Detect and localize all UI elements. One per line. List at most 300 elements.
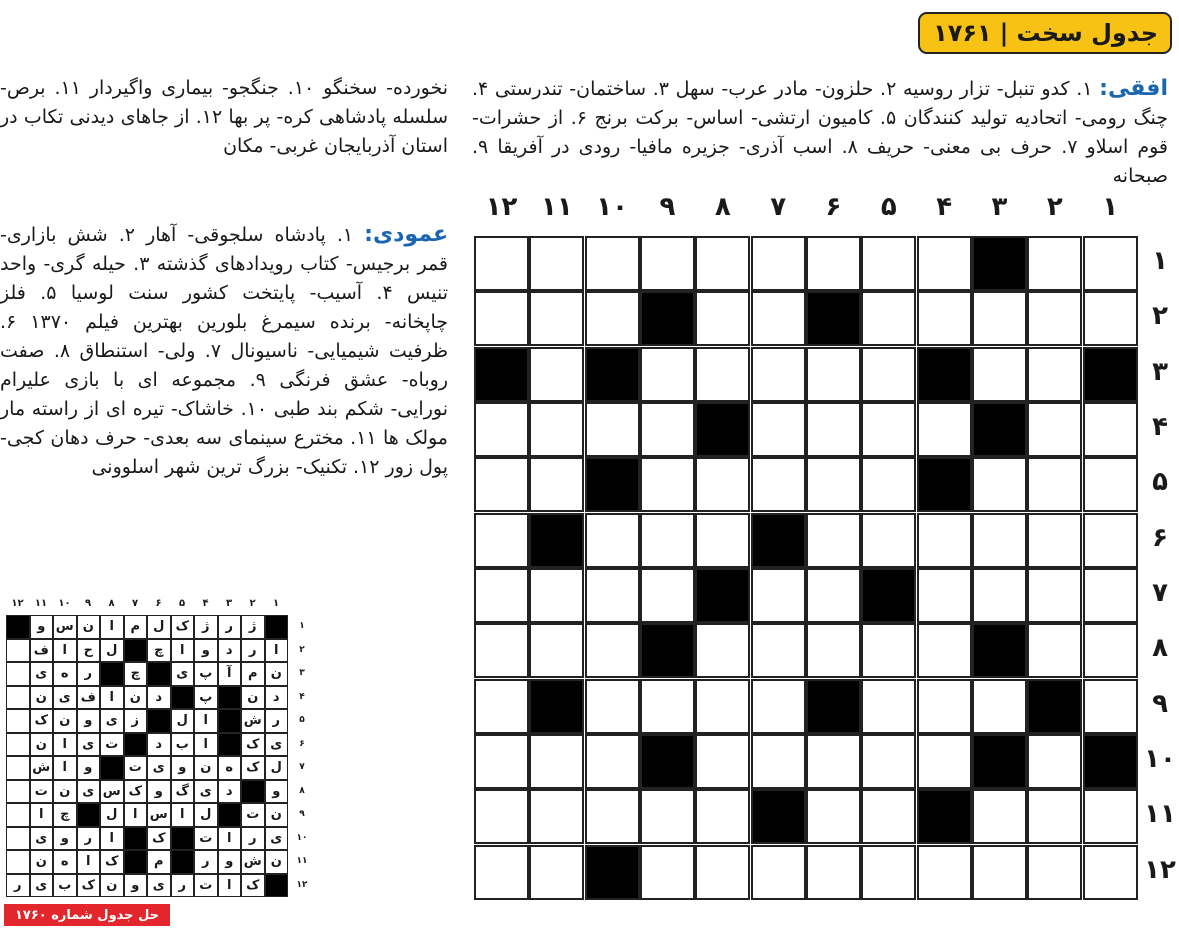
solution-letter: م bbox=[241, 662, 265, 686]
row-number: ۵ bbox=[1152, 467, 1168, 498]
solution-letter: ا bbox=[53, 639, 77, 663]
solution-letter: آ bbox=[218, 662, 242, 686]
answer-cell[interactable] bbox=[1083, 568, 1138, 623]
solution-black-cell bbox=[147, 662, 171, 686]
answer-cell[interactable] bbox=[529, 402, 584, 457]
answer-cell[interactable] bbox=[806, 568, 861, 623]
black-cell bbox=[751, 513, 806, 568]
answer-cell[interactable] bbox=[861, 513, 916, 568]
solution-column-number: ۴ bbox=[202, 598, 209, 609]
solution-column-number: ۲ bbox=[249, 598, 256, 609]
black-cell bbox=[640, 291, 695, 346]
answer-cell[interactable] bbox=[751, 623, 806, 678]
solution-letter: ن bbox=[265, 803, 289, 827]
solution-row-number: ۱۲ bbox=[296, 879, 308, 890]
solution-letter: ت bbox=[241, 803, 265, 827]
answer-cell[interactable] bbox=[972, 457, 1027, 512]
solution-letter: ر bbox=[218, 615, 242, 639]
answer-cell[interactable] bbox=[861, 236, 916, 291]
black-cell bbox=[917, 789, 972, 844]
answer-cell[interactable] bbox=[1083, 291, 1138, 346]
solution-letter: ل bbox=[100, 803, 124, 827]
solution-black-cell bbox=[171, 686, 195, 710]
answer-cell[interactable] bbox=[751, 236, 806, 291]
solution-row-number: ۱۰ bbox=[296, 832, 308, 843]
column-number: ۱۲ bbox=[485, 192, 518, 222]
answer-cell[interactable] bbox=[1027, 623, 1082, 678]
answer-cell[interactable] bbox=[529, 347, 584, 402]
solution-black-cell bbox=[100, 756, 124, 780]
answer-cell[interactable] bbox=[751, 568, 806, 623]
solution-row-number: ۱۱ bbox=[296, 856, 308, 866]
column-number: ۳ bbox=[991, 192, 1008, 222]
row-number: ۸ bbox=[1152, 633, 1168, 664]
answer-cell[interactable] bbox=[917, 623, 972, 678]
solution-column-number: ۶ bbox=[155, 598, 162, 609]
solution-column-number: ۱۱ bbox=[34, 598, 48, 609]
solution-black-cell bbox=[124, 827, 148, 851]
answer-cell[interactable] bbox=[529, 734, 584, 789]
solution-letter: ی bbox=[30, 827, 54, 851]
solution-letter: و bbox=[147, 780, 171, 804]
black-cell bbox=[861, 568, 916, 623]
answer-cell[interactable] bbox=[474, 679, 529, 734]
solution-letter: چ bbox=[53, 803, 77, 827]
answer-cell[interactable] bbox=[806, 513, 861, 568]
black-cell bbox=[529, 679, 584, 734]
solution-letter: ر bbox=[6, 874, 30, 898]
answer-cell[interactable] bbox=[917, 513, 972, 568]
solution-letter: و bbox=[53, 827, 77, 851]
answer-cell[interactable] bbox=[695, 457, 750, 512]
answer-cell[interactable] bbox=[1027, 402, 1082, 457]
answer-cell[interactable] bbox=[585, 734, 640, 789]
answer-cell[interactable] bbox=[695, 679, 750, 734]
black-cell bbox=[695, 402, 750, 457]
row-number: ۱۰ bbox=[1144, 743, 1176, 774]
solution-letter: و bbox=[218, 850, 242, 874]
solution-letter: ا bbox=[53, 733, 77, 757]
solution-black-cell bbox=[171, 850, 195, 874]
answer-cell[interactable] bbox=[751, 457, 806, 512]
answer-cell[interactable] bbox=[529, 789, 584, 844]
solution-letter: ا bbox=[53, 756, 77, 780]
solution-letter: گ bbox=[171, 780, 195, 804]
solution-column-number: ۵ bbox=[178, 598, 186, 609]
solution-letter: ر bbox=[241, 827, 265, 851]
solution-letter: د bbox=[147, 686, 171, 710]
solution-letter: ک bbox=[241, 733, 265, 757]
answer-cell[interactable] bbox=[751, 734, 806, 789]
answer-cell[interactable] bbox=[751, 845, 806, 900]
answer-cell[interactable] bbox=[861, 845, 916, 900]
answer-cell[interactable] bbox=[474, 291, 529, 346]
horizontal-clues bbox=[472, 74, 1168, 191]
answer-cell[interactable] bbox=[751, 291, 806, 346]
answer-cell[interactable] bbox=[861, 623, 916, 678]
solution-letter: چ bbox=[147, 639, 171, 663]
answer-cell[interactable] bbox=[1027, 513, 1082, 568]
answer-cell[interactable] bbox=[640, 236, 695, 291]
answer-cell[interactable] bbox=[917, 734, 972, 789]
solution-letter: ا bbox=[77, 850, 101, 874]
solution-letter: و bbox=[77, 709, 101, 733]
solution-letter: ی bbox=[30, 662, 54, 686]
solution-letter: چ bbox=[124, 662, 148, 686]
black-cell bbox=[529, 513, 584, 568]
solution-column-number: ۹ bbox=[84, 598, 92, 609]
black-cell bbox=[1027, 679, 1082, 734]
answer-cell[interactable] bbox=[917, 845, 972, 900]
solution-row-number: ۶ bbox=[299, 738, 305, 749]
horizontal-heading: افقی: bbox=[1099, 76, 1168, 101]
solution-letter: ل bbox=[194, 803, 218, 827]
solution-letter: و bbox=[30, 615, 54, 639]
vertical-clues bbox=[0, 220, 448, 482]
solution-column-number: ۳ bbox=[225, 598, 233, 609]
solution-letter: ک bbox=[241, 874, 265, 898]
solution-letter bbox=[6, 850, 30, 874]
solution-letter bbox=[6, 756, 30, 780]
row-number: ۹ bbox=[1152, 688, 1168, 719]
answer-cell[interactable] bbox=[474, 457, 529, 512]
solution-letter: و bbox=[265, 780, 289, 804]
answer-cell[interactable] bbox=[751, 679, 806, 734]
solution-letter: ه bbox=[53, 850, 77, 874]
solution-letter: ن bbox=[241, 686, 265, 710]
answer-cell[interactable] bbox=[474, 789, 529, 844]
solution-letter: د bbox=[218, 639, 242, 663]
solution-letter: ا bbox=[194, 709, 218, 733]
solution-letter: ل bbox=[100, 639, 124, 663]
answer-cell[interactable] bbox=[640, 789, 695, 844]
solution-letter: و bbox=[171, 756, 195, 780]
answer-cell[interactable] bbox=[861, 291, 916, 346]
black-cell bbox=[1083, 734, 1138, 789]
puzzle-title: جدول سخت bbox=[1016, 19, 1158, 47]
answer-cell[interactable] bbox=[751, 402, 806, 457]
solution-letter: ن bbox=[30, 733, 54, 757]
answer-cell[interactable] bbox=[1027, 291, 1082, 346]
solution-letter: ن bbox=[30, 850, 54, 874]
solution-letter: ک bbox=[30, 709, 54, 733]
column-number: ۱۱ bbox=[540, 192, 573, 222]
answer-cell[interactable] bbox=[1083, 236, 1138, 291]
solution-column-number: ۱۲ bbox=[11, 598, 24, 609]
answer-cell[interactable] bbox=[695, 291, 750, 346]
answer-cell[interactable] bbox=[861, 347, 916, 402]
answer-cell[interactable] bbox=[1027, 845, 1082, 900]
column-number: ۶ bbox=[825, 192, 842, 222]
solution-letter: ل bbox=[265, 756, 289, 780]
answer-cell[interactable] bbox=[474, 734, 529, 789]
vertical-clues-text: ۱. پادشاه سلجوقی- آهار ۲. شش بازاری- قمر برجیس- کتاب رویدادهای گذشته ۳. حیله گری- واحد تنیس ۴. آسیب- پایتخت کشور سنت لوسیا ۵. فلز چاپخانه- برنده سیمرغ بلورین بهترین فیلم ۱۳۷۰ ۶. ظرفیت شیمیایی- ناسیونال ۷. ولی- استنطاق ۸. صفت روباه- عشق فرنگی ۹. مجموعه ای با بازی علیرام نورایی- شکم بند طبی ۱۰. خاشاک- تیره ای از راسته مار مولک ها ۱۱. مخترع سینمای سه بعدی- حرف دهان کجی- پول زور ۱۲. تکنیک- بزرگ ترین شهر اسلوونی bbox=[0, 224, 449, 478]
answer-cell[interactable] bbox=[751, 347, 806, 402]
answer-cell[interactable] bbox=[1027, 236, 1082, 291]
answer-cell[interactable] bbox=[529, 457, 584, 512]
solution-letter: ا bbox=[30, 803, 54, 827]
answer-cell[interactable] bbox=[529, 845, 584, 900]
answer-cell[interactable] bbox=[1083, 513, 1138, 568]
answer-cell[interactable] bbox=[695, 513, 750, 568]
row-number: ۴ bbox=[1152, 411, 1168, 442]
black-cell bbox=[585, 457, 640, 512]
solution-row-number: ۳ bbox=[299, 668, 305, 678]
solution-letter: ی bbox=[194, 780, 218, 804]
black-cell bbox=[640, 734, 695, 789]
answer-cell[interactable] bbox=[917, 402, 972, 457]
solution-letter: ی bbox=[77, 780, 101, 804]
solution-letter: ت bbox=[124, 756, 148, 780]
solution-letter: ت bbox=[30, 780, 54, 804]
solution-letter: ر bbox=[194, 850, 218, 874]
column-number: ۴ bbox=[936, 192, 953, 222]
row-number: ۲ bbox=[1152, 301, 1168, 332]
solution-row-number: ۱ bbox=[299, 621, 305, 631]
answer-cell[interactable] bbox=[917, 236, 972, 291]
black-cell bbox=[695, 568, 750, 623]
solution-letter: ی bbox=[171, 662, 195, 686]
solution-letter: ی bbox=[30, 874, 54, 898]
black-cell bbox=[585, 347, 640, 402]
answer-cell[interactable] bbox=[640, 568, 695, 623]
column-number: ۷ bbox=[770, 192, 787, 222]
solution-letter bbox=[6, 733, 30, 757]
solution-black-cell bbox=[100, 662, 124, 686]
solution-letter: ن bbox=[194, 756, 218, 780]
answer-cell[interactable] bbox=[640, 679, 695, 734]
black-cell bbox=[917, 347, 972, 402]
solution-letter: د bbox=[218, 780, 242, 804]
solution-black-cell bbox=[218, 733, 242, 757]
answer-cell[interactable] bbox=[972, 845, 1027, 900]
solution-row-number: ۹ bbox=[299, 809, 305, 819]
solution-letter: ی bbox=[100, 709, 124, 733]
answer-cell[interactable] bbox=[1027, 734, 1082, 789]
black-cell bbox=[1083, 347, 1138, 402]
solution-letter bbox=[6, 827, 30, 851]
answer-cell[interactable] bbox=[529, 291, 584, 346]
solution-column-number: ۸ bbox=[108, 598, 115, 609]
solution-letter: ک bbox=[147, 827, 171, 851]
solution-letter: ا bbox=[100, 686, 124, 710]
solution-letter: ب bbox=[171, 733, 195, 757]
answer-cell[interactable] bbox=[585, 623, 640, 678]
solution-letter: ا bbox=[100, 615, 124, 639]
column-number: ۲ bbox=[1046, 192, 1063, 222]
answer-cell[interactable] bbox=[585, 513, 640, 568]
solution-letter bbox=[6, 803, 30, 827]
answer-cell[interactable] bbox=[474, 236, 529, 291]
puzzle-title-box bbox=[918, 12, 1172, 54]
answer-cell[interactable] bbox=[1027, 347, 1082, 402]
answer-cell[interactable] bbox=[806, 789, 861, 844]
answer-cell[interactable] bbox=[585, 402, 640, 457]
black-cell bbox=[972, 734, 1027, 789]
solution-letter: ر bbox=[265, 709, 289, 733]
solution-letter: س bbox=[100, 780, 124, 804]
answer-cell[interactable] bbox=[1027, 789, 1082, 844]
solution-letter: م bbox=[124, 615, 148, 639]
row-number: ۷ bbox=[1152, 577, 1168, 608]
black-cell bbox=[751, 789, 806, 844]
solution-column-number: ۱ bbox=[272, 598, 280, 609]
solution-letter: ژ bbox=[194, 615, 218, 639]
solution-letter: و bbox=[194, 639, 218, 663]
solution-row-number: ۵ bbox=[299, 715, 305, 725]
answer-cell[interactable] bbox=[474, 513, 529, 568]
answer-cell[interactable] bbox=[474, 568, 529, 623]
solution-letter: ی bbox=[265, 733, 289, 757]
solution-grid bbox=[6, 615, 288, 897]
answer-cell[interactable] bbox=[585, 568, 640, 623]
answer-cell[interactable] bbox=[695, 789, 750, 844]
solution-letter: ش bbox=[30, 756, 54, 780]
answer-cell[interactable] bbox=[474, 845, 529, 900]
answer-cell[interactable] bbox=[806, 457, 861, 512]
answer-cell[interactable] bbox=[972, 568, 1027, 623]
answer-cell[interactable] bbox=[695, 845, 750, 900]
answer-cell[interactable] bbox=[806, 845, 861, 900]
answer-cell[interactable] bbox=[806, 347, 861, 402]
answer-cell[interactable] bbox=[806, 402, 861, 457]
horizontal-clues-text: ۱. کدو تنبل- تزار روسیه ۲. حلزون- مادر عرب- سهل ۳. ساختمان- تندرستی ۴. چنگ رومی- اتحادیه تولید کنندگان ۵. کامیون ارتشی- اساس- برکت برنج ۶. از حشرات- قوم اسلاو ۷. حرف بی معنی- حریف ۸. اسب آذری- جزیره مافیا- رودی در آفریقا ۹. صبحانه bbox=[472, 78, 1169, 187]
solution-letter: ه bbox=[53, 662, 77, 686]
black-cell bbox=[806, 679, 861, 734]
solution-letter: ل bbox=[147, 615, 171, 639]
solution-letter bbox=[6, 662, 30, 686]
solution-letter: ر bbox=[77, 662, 101, 686]
solution-letter bbox=[6, 639, 30, 663]
solution-letter bbox=[6, 780, 30, 804]
solution-black-cell bbox=[124, 733, 148, 757]
answer-cell[interactable] bbox=[640, 402, 695, 457]
answer-cell[interactable] bbox=[972, 789, 1027, 844]
puzzle-number: ۱۷۶۱ bbox=[933, 19, 992, 47]
answer-cell[interactable] bbox=[640, 513, 695, 568]
black-cell bbox=[585, 845, 640, 900]
answer-cell[interactable] bbox=[640, 347, 695, 402]
answer-cell[interactable] bbox=[917, 291, 972, 346]
solution-row-number: ۷ bbox=[299, 762, 305, 772]
solution-letter: ی bbox=[147, 874, 171, 898]
solution-letter: ی bbox=[147, 756, 171, 780]
solution-letter: ژ bbox=[241, 615, 265, 639]
solution-letter: ن bbox=[100, 874, 124, 898]
solution-letter: ک bbox=[100, 850, 124, 874]
answer-cell[interactable] bbox=[529, 568, 584, 623]
solution-letter: ت bbox=[194, 827, 218, 851]
answer-cell[interactable] bbox=[972, 679, 1027, 734]
solution-letter: ف bbox=[30, 639, 54, 663]
solution-letter: ل bbox=[171, 709, 195, 733]
answer-cell[interactable] bbox=[1027, 568, 1082, 623]
solution-letter: ا bbox=[265, 639, 289, 663]
answer-cell[interactable] bbox=[1083, 457, 1138, 512]
answer-cell[interactable] bbox=[695, 734, 750, 789]
answer-cell[interactable] bbox=[585, 789, 640, 844]
answer-cell[interactable] bbox=[972, 513, 1027, 568]
solution-letter: و bbox=[124, 874, 148, 898]
solution-letter: ا bbox=[171, 639, 195, 663]
answer-cell[interactable] bbox=[1083, 679, 1138, 734]
solution-letter: ن bbox=[265, 850, 289, 874]
answer-cell[interactable] bbox=[640, 457, 695, 512]
solution-letter: ک bbox=[77, 874, 101, 898]
answer-cell[interactable] bbox=[861, 734, 916, 789]
solution-letter: پ bbox=[194, 662, 218, 686]
solution-letter: ا bbox=[194, 733, 218, 757]
answer-cell[interactable] bbox=[861, 457, 916, 512]
answer-cell[interactable] bbox=[529, 623, 584, 678]
answer-cell[interactable] bbox=[972, 347, 1027, 402]
solution-letter: ن bbox=[53, 709, 77, 733]
answer-cell[interactable] bbox=[585, 236, 640, 291]
solution-letter: ب bbox=[53, 874, 77, 898]
solution-letter: ش bbox=[241, 709, 265, 733]
solution-letter: ر bbox=[241, 639, 265, 663]
row-number: ۱۱ bbox=[1144, 799, 1176, 830]
solution-letter: ر bbox=[77, 827, 101, 851]
solution-letter: ا bbox=[171, 803, 195, 827]
answer-cell[interactable] bbox=[806, 734, 861, 789]
answer-cell[interactable] bbox=[585, 291, 640, 346]
answer-cell[interactable] bbox=[917, 679, 972, 734]
answer-cell[interactable] bbox=[1083, 789, 1138, 844]
column-number: ۱۰ bbox=[596, 192, 629, 222]
answer-cell[interactable] bbox=[529, 236, 584, 291]
answer-cell[interactable] bbox=[806, 623, 861, 678]
horizontal-clues-continued: نخورده- سخنگو ۱۰. جنگجو- بیماری واگیردار ۱۱. برص- سلسله پادشاهی کره- پر بها ۱۲. از جاهای دیدنی تکاب در استان آذربایجان غربی- مکان bbox=[0, 77, 449, 157]
crossword-grid bbox=[474, 236, 1138, 900]
column-number: ۱ bbox=[1102, 192, 1119, 222]
answer-cell[interactable] bbox=[585, 679, 640, 734]
solution-letter: ت bbox=[194, 874, 218, 898]
solution-letter: ن bbox=[77, 615, 101, 639]
answer-cell[interactable] bbox=[861, 402, 916, 457]
solution-letter: و bbox=[77, 756, 101, 780]
answer-cell[interactable] bbox=[861, 679, 916, 734]
answer-cell[interactable] bbox=[1027, 457, 1082, 512]
solution-black-cell bbox=[124, 850, 148, 874]
answer-cell[interactable] bbox=[695, 347, 750, 402]
answer-cell[interactable] bbox=[806, 236, 861, 291]
solution-letter: ن bbox=[265, 662, 289, 686]
answer-cell[interactable] bbox=[972, 291, 1027, 346]
answer-cell[interactable] bbox=[695, 623, 750, 678]
answer-cell[interactable] bbox=[1083, 402, 1138, 457]
solution-letter: ن bbox=[53, 780, 77, 804]
solution-letter: ک bbox=[171, 615, 195, 639]
answer-cell[interactable] bbox=[1083, 845, 1138, 900]
answer-cell[interactable] bbox=[640, 845, 695, 900]
solution-black-cell bbox=[6, 615, 30, 639]
answer-cell[interactable] bbox=[861, 789, 916, 844]
black-cell bbox=[972, 623, 1027, 678]
answer-cell[interactable] bbox=[474, 402, 529, 457]
solution-letter: ش bbox=[241, 850, 265, 874]
solution-row-number: ۸ bbox=[299, 785, 305, 796]
answer-cell[interactable] bbox=[695, 236, 750, 291]
solution-letter: ا bbox=[100, 827, 124, 851]
answer-cell[interactable] bbox=[917, 568, 972, 623]
answer-cell[interactable] bbox=[1083, 623, 1138, 678]
solution-letter: ز bbox=[124, 709, 148, 733]
row-number: ۳ bbox=[1152, 356, 1168, 387]
solution-letter: ت bbox=[100, 733, 124, 757]
answer-cell[interactable] bbox=[474, 623, 529, 678]
black-cell bbox=[806, 291, 861, 346]
